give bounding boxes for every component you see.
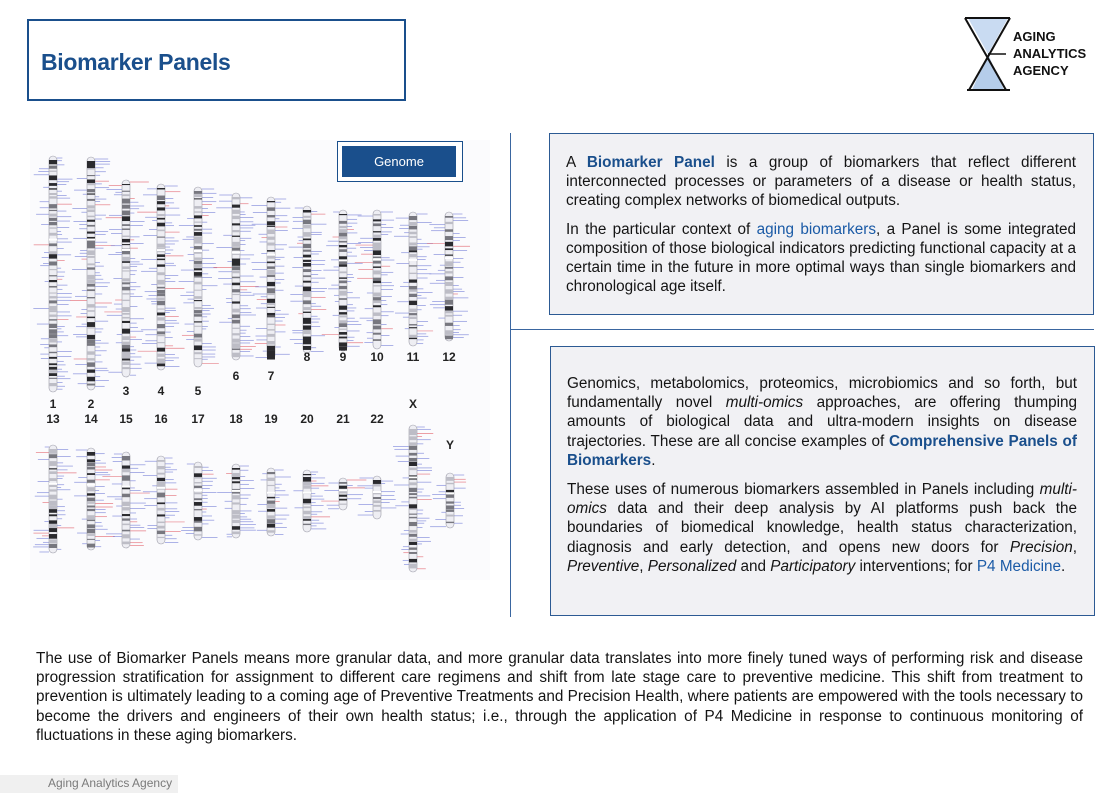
chromosome-label: 4 (157, 384, 165, 398)
chromosome-label: 20 (300, 412, 314, 426)
agency-logo (962, 16, 1102, 94)
chromosome (102, 452, 149, 548)
summary-paragraph: The use of Biomarker Panels means more granular data, and more granular data translates into more finely tuned ways of performing risk and disease progression stratification for assignment to different care regimens and shift from late stage care to preventive medicine. This shift from treatment to prevention is ultimately leading to a coming age of Preventive Treatments and Precision Health, where patients are empowered with the tools necessary to become the drivers and engineers of their own health status; i.e., through the application of P4 Medicine in response to continuous monitoring of fluctuations in these aging biomarkers. (36, 650, 1083, 744)
chromosome-label: 1 (49, 397, 57, 411)
chromosome-label: 9 (339, 350, 347, 364)
chromosome-label: 14 (84, 412, 98, 426)
p4-medicine-link[interactable]: P4 Medicine (976, 557, 1062, 575)
chromosome-label: 6 (232, 369, 240, 383)
chromosome (179, 187, 219, 367)
definition-paragraph: A Biomarker Panel is a group of biomarkers that reflect different interconnected processes or parameters of a disease or health status, creating complex networks of biomedical outputs. (566, 154, 1077, 210)
chromosome-label: 7 (267, 369, 275, 383)
logo-wordmark (1013, 28, 1086, 79)
chromosome (181, 462, 217, 540)
multiomics-panel (550, 346, 1095, 616)
chromosome (394, 212, 433, 346)
horizontal-divider (510, 329, 1094, 330)
chromosome (427, 212, 470, 341)
chromosome-label: 18 (229, 412, 243, 426)
chromosome-label: 22 (370, 412, 384, 426)
vertical-divider (510, 133, 511, 617)
chromosome-label: 19 (264, 412, 278, 426)
biomarker-panel-term: Biomarker Panel (586, 154, 715, 171)
p4-paragraph: These uses of numerous biomarkers assembled in Panels including multi-omics data and their deep analysis by AI platforms push back the boundaries of biomedical knowledge, health status characterization, diagnosis and early detection, and opens new doors for Precision, Preventive, Personalized and Participatory interventions; for P4 Medicine. (567, 481, 1077, 575)
footer (0, 775, 178, 793)
chromosome (289, 206, 327, 353)
logo-line: AGENCY (1013, 63, 1069, 78)
chromosome-label: 8 (303, 350, 311, 364)
chromosome-label: Y (445, 438, 455, 452)
chromosome (70, 157, 115, 390)
chromosome (321, 478, 366, 510)
chromosome-label: 11 (406, 350, 420, 364)
chromosome-label: 16 (154, 412, 168, 426)
chromosome (137, 184, 184, 370)
logo-line: AGING (1013, 29, 1056, 44)
chromosome-label: 10 (370, 350, 384, 364)
comprehensive-panels-term: Comprehensive Panels of Biomarkers (567, 432, 1077, 469)
genome-button[interactable]: Genome (342, 146, 456, 177)
chromosome (393, 425, 433, 572)
genome-button-frame (337, 141, 463, 182)
karyotype-figure (30, 140, 490, 580)
chromosome (104, 180, 149, 377)
chromosome (33, 445, 76, 553)
chromosome (143, 456, 185, 544)
page-title: Biomarker Panels (41, 49, 231, 75)
chromosome-label: 21 (336, 412, 350, 426)
multiomics-paragraph: Genomics, metabolomics, proteomics, microbiomics and so forth, but fundamentally novel multi-omics approaches, are offering thumping amounts of biological data and ultra-modern insights on disease trajectories. These are all concise examples of Comprehensive Panels of Biomarkers. (567, 375, 1077, 469)
chromosome-label: 12 (442, 350, 456, 364)
chromosome-label: 3 (122, 384, 130, 398)
logo-line: ANALYTICS (1013, 46, 1087, 61)
chromosome-label: 2 (87, 397, 95, 411)
chromosome (74, 448, 115, 550)
chromosome (430, 473, 466, 528)
title-box (27, 19, 406, 101)
aging-biomarkers-link[interactable]: aging biomarkers (756, 220, 877, 238)
chromosome-label: X (408, 397, 418, 411)
chromosome-label: 5 (194, 384, 202, 398)
chromosome-label: 15 (119, 412, 133, 426)
chromosome (33, 156, 72, 392)
chromosome (322, 210, 363, 351)
chromosome (355, 210, 395, 349)
hourglass-logo-icon (962, 16, 1012, 94)
footer-text: Aging Analytics Agency (48, 776, 173, 790)
chromosome (357, 476, 396, 519)
chromosome (251, 197, 290, 360)
chromosome-label: 13 (46, 412, 60, 426)
chromosome (217, 464, 256, 538)
aging-context-paragraph: In the particular context of aging biomarkers, a Panel is some integrated composition of those biological indicators predicting functional capacity at a certain time in the future in more optimal ways than single biomarkers and chronological age itself. (566, 220, 1076, 296)
chromosome (213, 193, 258, 360)
definition-panel (549, 133, 1094, 315)
chromosome-label: 17 (191, 412, 205, 426)
chromosome (257, 468, 291, 536)
karyotype-chart (30, 140, 490, 580)
